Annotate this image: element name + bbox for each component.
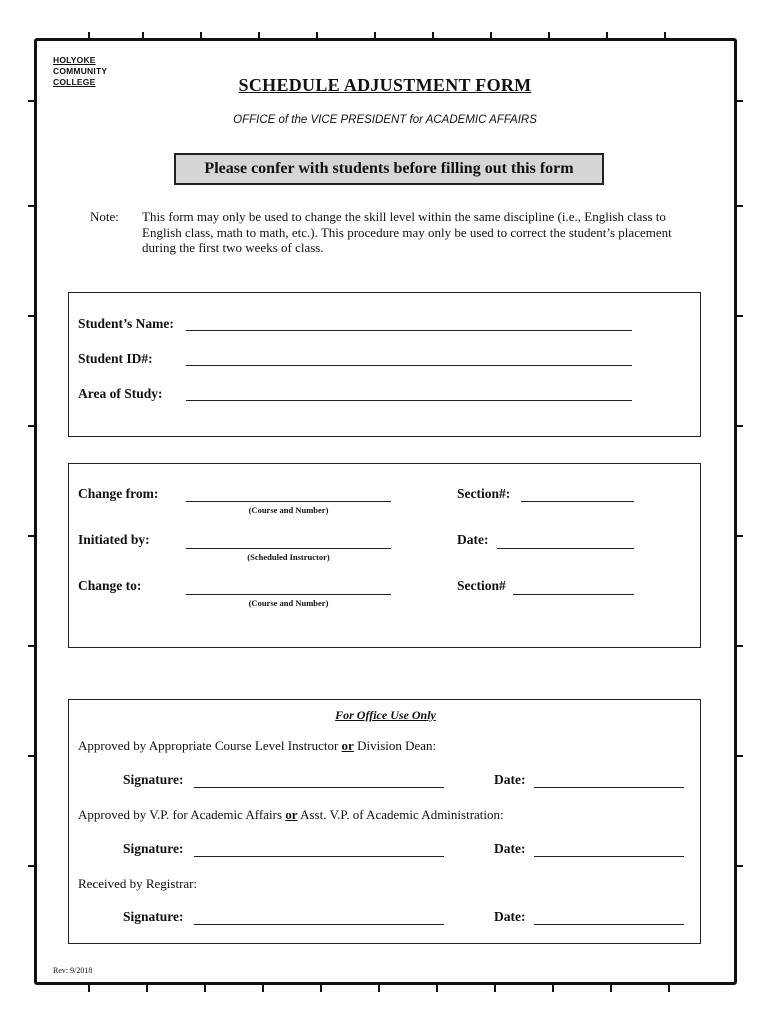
date-2-field[interactable] [534, 856, 684, 857]
logo-line-1: HOLYOKE [53, 55, 96, 65]
border-tick [28, 645, 35, 647]
border-tick [548, 32, 550, 39]
border-tick [28, 535, 35, 537]
notice-banner: Please confer with students before filling out this form [174, 153, 604, 185]
signature-1-label: Signature: [123, 772, 184, 787]
logo-line-3: COLLEGE [53, 77, 96, 87]
border-tick [736, 535, 743, 537]
note-text: This form may only be used to change the skill level within the same discipline (i.e., English class to English class, math to math, etc.). This procedure may only be used to correct the student’s placement during the first two weeks of class. [142, 209, 672, 255]
date-3-field[interactable] [534, 924, 684, 925]
approval-vp-or: or [285, 807, 298, 822]
border-tick [736, 425, 743, 427]
border-tick [736, 755, 743, 757]
section-to-field[interactable] [513, 594, 634, 595]
signature-3-field[interactable] [194, 924, 444, 925]
change-from-label: Change from: [78, 486, 159, 501]
student-name-field[interactable] [186, 330, 632, 331]
initiated-by-field[interactable] [186, 548, 391, 549]
border-tick [88, 985, 90, 992]
approval-vp-pre: Approved by V.P. for Academic Affairs [78, 807, 286, 822]
date-2-label: Date: [494, 841, 526, 856]
section-from-label: Section#: [457, 486, 511, 501]
change-to-hint: (Course and Number) [248, 598, 329, 608]
student-id-label: Student ID#: [78, 351, 153, 366]
initiated-by-hint: (Scheduled Instructor) [247, 552, 330, 562]
office-use-box [68, 699, 701, 944]
border-tick [494, 985, 496, 992]
date-1-field[interactable] [534, 787, 684, 788]
border-tick [736, 100, 743, 102]
course-change-box [68, 463, 701, 648]
form-title: SCHEDULE ADJUSTMENT FORM [238, 75, 532, 95]
approval-instructor-text [78, 738, 436, 754]
revision-date: Rev: 9/2018 [53, 966, 93, 975]
form-subtitle: OFFICE of the VICE PRESIDENT for ACADEMIC AFFAIRS [233, 114, 537, 126]
border-tick [28, 425, 35, 427]
student-id-field[interactable] [186, 365, 632, 366]
border-tick [432, 32, 434, 39]
approval-instructor-pre: Approved by Appropriate Course Level Instructor [78, 738, 342, 753]
border-tick [436, 985, 438, 992]
border-tick [664, 32, 666, 39]
approval-instructor-post: Division Dean: [353, 738, 437, 753]
border-tick [204, 985, 206, 992]
border-tick [736, 865, 743, 867]
border-tick [142, 32, 144, 39]
signature-2-field[interactable] [194, 856, 444, 857]
note-label: Note: [90, 209, 119, 224]
logo-line-2: COMMUNITY [53, 66, 108, 76]
date-3-label: Date: [494, 909, 526, 924]
border-tick [28, 755, 35, 757]
border-tick [736, 315, 743, 317]
border-tick [88, 32, 90, 39]
initiated-by-label: Initiated by: [78, 532, 150, 547]
border-tick [736, 645, 743, 647]
border-tick [316, 32, 318, 39]
border-tick [320, 985, 322, 992]
approval-vp-text [78, 807, 504, 823]
border-tick [490, 32, 492, 39]
border-tick [28, 100, 35, 102]
change-from-field[interactable] [186, 501, 391, 502]
border-tick [378, 985, 380, 992]
border-tick [374, 32, 376, 39]
border-tick [28, 865, 35, 867]
student-info-box [68, 292, 701, 437]
signature-2-label: Signature: [123, 841, 184, 856]
area-of-study-label: Area of Study: [78, 386, 163, 401]
border-tick [736, 205, 743, 207]
signature-3-label: Signature: [123, 909, 184, 924]
change-to-label: Change to: [78, 578, 142, 593]
area-of-study-field[interactable] [186, 400, 632, 401]
border-tick [28, 205, 35, 207]
change-from-hint: (Course and Number) [248, 505, 329, 515]
change-date-field[interactable] [497, 548, 634, 549]
border-tick [146, 985, 148, 992]
approval-vp-post: Asst. V.P. of Academic Administration: [297, 807, 504, 822]
approval-instructor-or: or [341, 738, 354, 753]
border-tick [606, 32, 608, 39]
student-name-label: Student’s Name: [78, 316, 174, 331]
section-from-field[interactable] [521, 501, 634, 502]
border-tick [200, 32, 202, 39]
signature-1-field[interactable] [194, 787, 444, 788]
office-use-heading: For Office Use Only [335, 708, 436, 722]
border-tick [258, 32, 260, 39]
received-by-registrar-text: Received by Registrar: [78, 876, 198, 891]
border-tick [28, 315, 35, 317]
border-tick [668, 985, 670, 992]
border-tick [552, 985, 554, 992]
section-to-label: Section# [457, 578, 506, 593]
change-date-label: Date: [457, 532, 489, 547]
border-tick [610, 985, 612, 992]
border-tick [262, 985, 264, 992]
date-1-label: Date: [494, 772, 526, 787]
change-to-field[interactable] [186, 594, 391, 595]
